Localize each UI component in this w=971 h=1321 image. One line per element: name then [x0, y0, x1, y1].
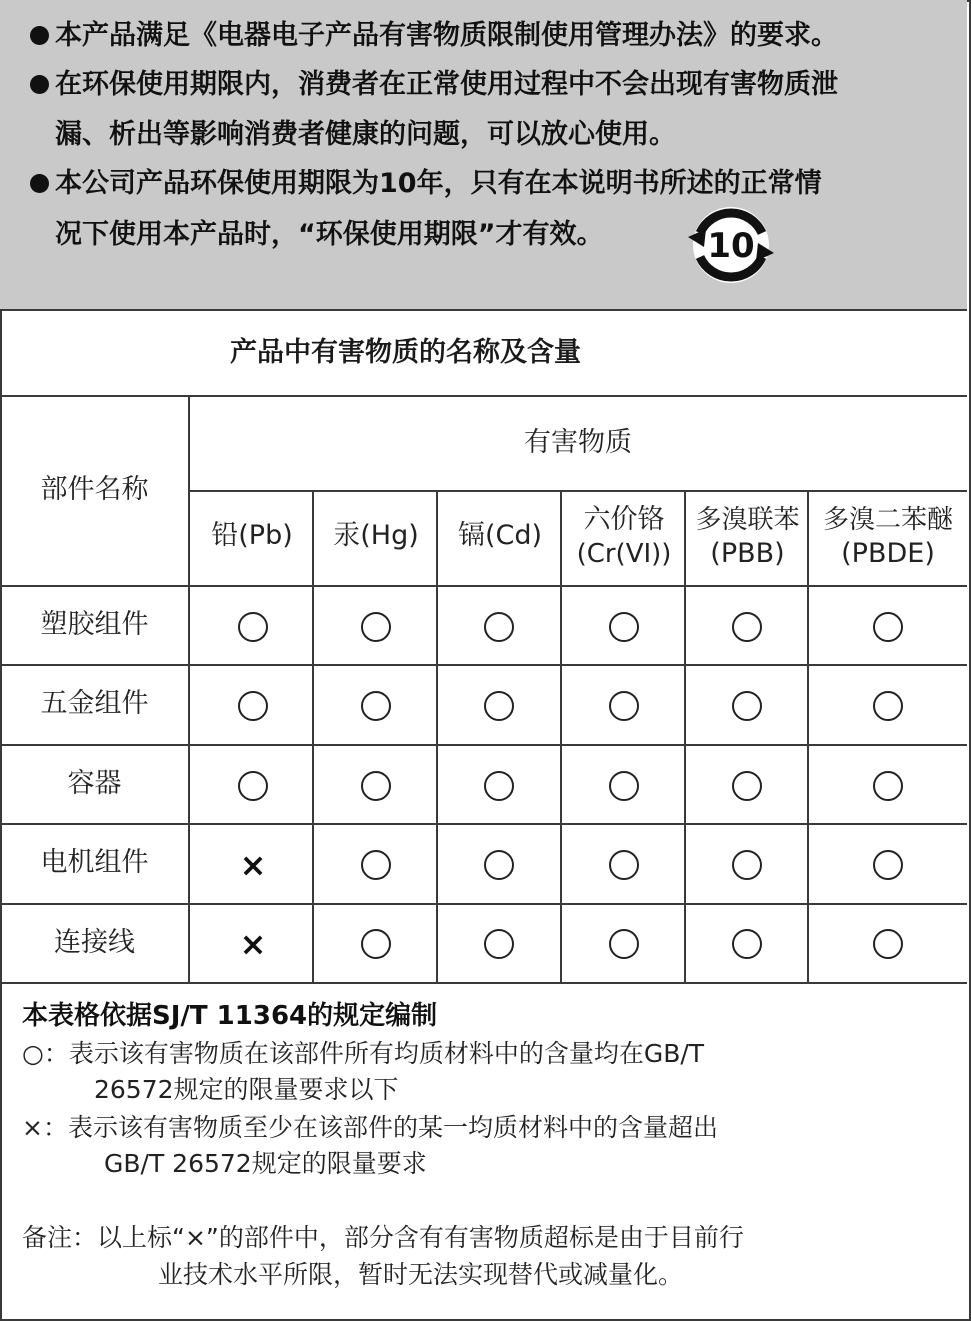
- notice-line: 漏、析出等影响消费者健康的问题，可以放心使用。: [55, 119, 676, 150]
- part-name-header: 部件名称: [40, 474, 149, 505]
- within-limit-mark: [238, 691, 268, 721]
- remark-note-cont: 业技术水平所限，暂时无法实现替代或减量化。: [158, 1260, 684, 1289]
- part-name-cell: 五金组件: [40, 688, 149, 719]
- within-limit-mark: [873, 929, 903, 959]
- substance-group-header: 有害物质: [524, 427, 632, 458]
- notice-line: 本产品满足《电器电子产品有害物质限制使用管理办法》的要求。: [55, 20, 838, 51]
- within-limit-mark: [873, 850, 903, 880]
- circle-legend-note-cont: 26572规定的限量要求以下: [94, 1075, 399, 1104]
- within-limit-mark: [484, 929, 514, 959]
- within-limit-mark: [484, 771, 514, 801]
- within-limit-mark: [732, 850, 762, 880]
- within-limit-mark: [361, 771, 391, 801]
- exceeds-limit-mark: ×: [239, 925, 267, 963]
- exceeds-limit-mark: ×: [239, 846, 267, 884]
- within-limit-mark: [484, 612, 514, 642]
- within-limit-mark: [484, 691, 514, 721]
- cross-legend-note-cont: GB/T 26572规定的限量要求: [104, 1149, 427, 1178]
- substance-header-chromium-formula: (Cr(VI)): [576, 539, 672, 569]
- table-title-band: [0, 311, 967, 397]
- substance-header-cadmium: 镉(Cd): [457, 520, 543, 551]
- part-name-cell: 塑胶组件: [40, 609, 149, 640]
- within-limit-mark: [609, 771, 639, 801]
- notice-line: 在环保使用期限内，消费者在正常使用过程中不会出现有害物质泄: [55, 69, 838, 100]
- within-limit-mark: [873, 691, 903, 721]
- within-limit-mark: [732, 771, 762, 801]
- circle-legend-note: ○：表示该有害物质在该部件所有均质材料中的含量均在GB/T: [22, 1039, 705, 1068]
- part-name-cell: 容器: [67, 768, 122, 799]
- within-limit-mark: [609, 850, 639, 880]
- within-limit-mark: [732, 612, 762, 642]
- cross-legend-note: ×：表示该有害物质至少在该部件的某一均质材料中的含量超出: [22, 1113, 718, 1142]
- within-limit-mark: [732, 929, 762, 959]
- substance-header-chromium: 六价铬: [583, 504, 665, 535]
- within-limit-mark: [238, 771, 268, 801]
- logo-number: 10: [707, 226, 755, 266]
- part-name-cell: 电机组件: [40, 847, 149, 878]
- bullet-icon: [30, 26, 49, 45]
- substance-header-lead: 铅(Pb): [211, 520, 293, 551]
- within-limit-mark: [609, 929, 639, 959]
- within-limit-mark: [873, 612, 903, 642]
- within-limit-mark: [609, 612, 639, 642]
- within-limit-mark: [238, 612, 268, 642]
- notice-line: 本公司产品环保使用期限为10年，只有在本说明书所述的正常情: [55, 168, 822, 199]
- substance-header-pbde-formula: (PBDE): [841, 538, 935, 569]
- notice-line: 况下使用本产品时，“环保使用期限”才有效。: [55, 219, 604, 250]
- part-name-cell: 连接线: [54, 927, 135, 958]
- within-limit-mark: [484, 850, 514, 880]
- substance-header-pbde: 多溴二苯醚: [822, 505, 953, 535]
- within-limit-mark: [361, 929, 391, 959]
- within-limit-mark: [873, 771, 903, 801]
- within-limit-mark: [361, 691, 391, 721]
- bullet-icon: [30, 75, 49, 94]
- environmental-notice: [0, 0, 967, 311]
- table-title: 产品中有害物质的名称及含量: [230, 337, 581, 368]
- remark-note: 备注：以上标“×”的部件中，部分含有有害物质超标是由于目前行: [22, 1223, 744, 1252]
- table-basis-note: 本表格依据SJ/T 11364的规定编制: [22, 1001, 438, 1031]
- substance-header-pbb-formula: (PBB): [710, 538, 785, 569]
- within-limit-mark: [361, 612, 391, 642]
- within-limit-mark: [609, 691, 639, 721]
- within-limit-mark: [732, 691, 762, 721]
- substance-header-pbb: 多溴联苯: [695, 505, 800, 535]
- substance-header-mercury: 汞(Hg): [333, 520, 419, 551]
- environmental-protection-period-logo: [686, 203, 776, 287]
- within-limit-mark: [361, 850, 391, 880]
- bullet-icon: [30, 174, 49, 193]
